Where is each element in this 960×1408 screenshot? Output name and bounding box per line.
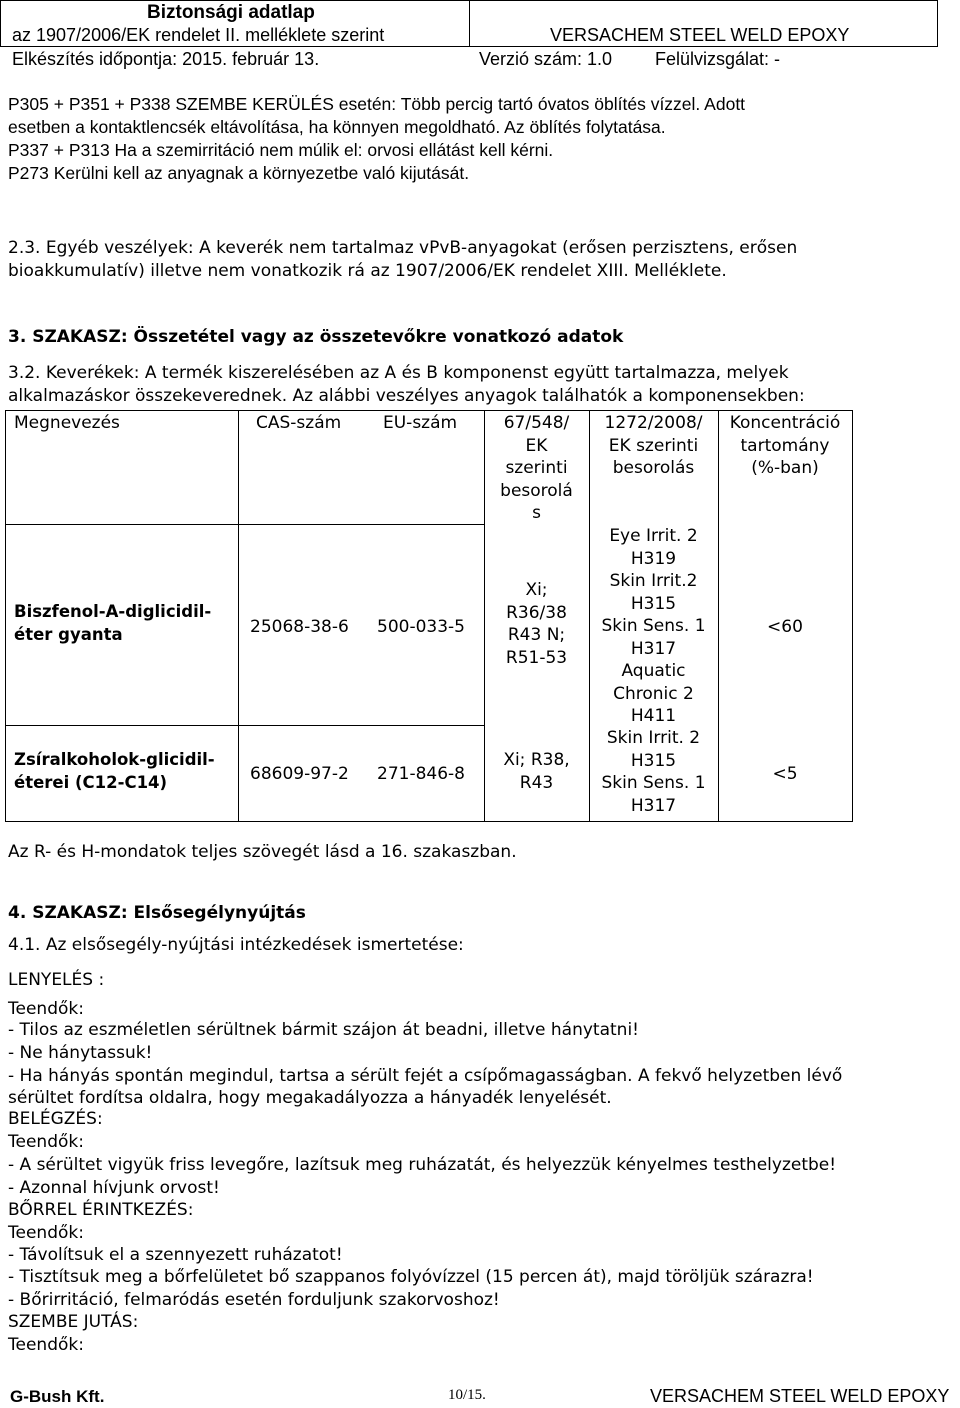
table-row-name (14, 749, 215, 794)
row-dsd-line: R36/38 (506, 602, 567, 623)
header-clp-line: 1272/2008/ (604, 413, 703, 433)
header-clp-line: EK szerinti (608, 435, 699, 456)
row-dsd-line: R43 (519, 772, 554, 793)
section-4-line: SZEMBE JUTÁS: (8, 1312, 139, 1332)
section-4-subtitle: 4.1. Az elsősegély-nyújtási intézkedések ismertetése: (8, 935, 464, 955)
table-row-clp (589, 727, 718, 817)
table-row-cas: 68609-97-2 (250, 764, 349, 784)
section-4-line: BELÉGZÉS: (8, 1109, 103, 1129)
row-dsd-line: Xi; (525, 580, 548, 600)
composition-table (5, 410, 853, 822)
section-4-line: BŐRREL ÉRINTKEZÉS: (8, 1200, 194, 1220)
table-column-divider (238, 411, 239, 821)
header-eu: EU-szám (383, 413, 458, 433)
header-revision: Felülvizsgálat: - (655, 49, 781, 69)
header-dsd-line: s (532, 503, 541, 523)
row-clp-line: Skin Sens. 1 (601, 773, 706, 793)
table-row-eu: 271-846-8 (377, 764, 465, 784)
row-clp-line: Skin Irrit. 2 (606, 728, 701, 748)
other-hazards-line: bioakkumulatív) illetve nem vonatkozik rá az 1907/2006/EK rendelet XIII. Melléklete. (8, 261, 727, 281)
table-row-name (14, 601, 211, 646)
table-row-divider (6, 725, 484, 726)
precaution-line: P273 Kerülni kell az anyagnak a környezetbe való kijutását. (8, 163, 470, 183)
row-dsd-line: Xi; R38, (503, 750, 570, 770)
table-row-cas: 25068-38-6 (250, 617, 349, 637)
row-clp-line: Chronic 2 (613, 683, 694, 704)
row-clp-line: Eye Irrit. 2 (609, 526, 698, 546)
header-cas: CAS-szám (256, 413, 342, 433)
row-clp-line: H319 (630, 548, 677, 569)
row-clp-line: H317 (630, 638, 677, 659)
header-clp (589, 412, 718, 480)
row-clp-line: H317 (630, 795, 677, 816)
section-4-line: Teendők: (8, 1335, 84, 1355)
section-4-line: - Azonnal hívjunk orvost! (8, 1178, 220, 1198)
row-clp-line: H315 (630, 750, 677, 771)
header-regulation: az 1907/2006/EK rendelet II. melléklete szerint (12, 25, 385, 45)
section-4-line: LENYELÉS : (8, 970, 105, 990)
section-3-intro: 3.2. Keverékek: A termék kiszerelésében az A és B komponenst együtt tartalmazza, melyek (8, 363, 789, 383)
header-title: Biztonsági adatlap (147, 2, 315, 23)
footer-page-number: 10/15. (448, 1387, 486, 1403)
footer-product: VERSACHEM STEEL WELD EPOXY (650, 1386, 950, 1406)
section-4-line: Teendők: (8, 1132, 84, 1152)
precaution-line: P305 + P351 + P338 SZEMBE KERÜLÉS esetén: Több percig tartó óvatos öblítés vízzel. Adott (8, 94, 746, 114)
row-clp-line: Aquatic (621, 661, 686, 681)
row-clp-line: H315 (630, 593, 677, 614)
row-name-line: éter gyanta (14, 624, 123, 644)
header-conc-line: Koncentráció (729, 413, 841, 433)
header-dsd-line: besorolá (500, 480, 573, 501)
section-4-line: - Tisztítsuk meg a bőrfelületet bő szappanos folyóvízzel (15 percen át), majd töröljük szárazra! (8, 1267, 814, 1287)
section-4-line: - A sérültet vigyük friss levegőre, lazítsuk meg ruházatát, és helyezzük kényelmes testhelyzetbe! (8, 1155, 837, 1175)
precaution-line: P337 + P313 Ha a szemirritáció nem múlik el: orvosi ellátást kell kérni. (8, 140, 554, 160)
header-conc-line: tartomány (740, 435, 830, 456)
table-row-dsd (484, 749, 589, 794)
table-row-clp (589, 525, 718, 728)
table-row-eu: 500-033-5 (377, 617, 465, 637)
header-product: VERSACHEM STEEL WELD EPOXY (550, 25, 850, 45)
section-3-note: Az R- és H-mondatok teljes szövegét lásd a 16. szakaszban. (8, 842, 517, 862)
row-name-line: éterei (C12-C14) (14, 772, 168, 792)
header-dsd-line: EK (525, 435, 548, 456)
section-3-title: 3. SZAKASZ: Összetétel vagy az összetevőkre vonatkozó adatok (8, 327, 624, 347)
table-row-dsd (484, 579, 589, 669)
section-4-line: Teendők: (8, 1223, 84, 1243)
section-4-title: 4. SZAKASZ: Elsősegélynyújtás (8, 903, 306, 923)
header-clp-line: besorolás (612, 458, 695, 478)
table-row-concentration: <5 (772, 764, 798, 784)
section-4-line: - Ha hányás spontán megindul, tartsa a sérült fejét a csípőmagasságban. A fekvő helyzetben lévő (8, 1066, 843, 1086)
section-4-line: - Tilos az eszméletlen sérültnek bármit szájon át beadni, illetve hánytatni! (8, 1020, 639, 1040)
section-4-line: Teendők: (8, 999, 84, 1019)
row-clp-line: Skin Irrit.2 (609, 571, 698, 591)
row-clp-line: Skin Sens. 1 (601, 616, 706, 636)
header-prepared-date: Elkészítés időpontja: 2015. február 13. (12, 49, 320, 69)
header-conc-line: (%-ban) (751, 458, 819, 478)
section-4-line: sérültet fordítsa oldalra, hogy megakadályozza a hányadék lenyelését. (8, 1088, 612, 1108)
section-4-line: - Bőrirritáció, felmaródás esetén forduljunk szakorvoshoz! (8, 1290, 500, 1310)
header-dsd (484, 412, 589, 525)
table-row-divider (6, 524, 484, 525)
header-concentration (718, 412, 852, 480)
row-name-line: Biszfenol-A-diglicidil- (14, 602, 212, 621)
section-3-intro: alkalmazáskor összekeverednek. Az alábbi veszélyes anyagok találhatók a komponensekben: (8, 386, 805, 406)
header-divider (469, 1, 470, 47)
row-dsd-line: R43 N; (507, 625, 566, 645)
other-hazards-line: 2.3. Egyéb veszélyek: A keverék nem tartalmaz vPvB-anyagokat (erősen perzisztens, erősen (8, 238, 798, 258)
precaution-line: esetben a kontaktlencsék eltávolítása, ha könnyen megoldható. Az öblítés folytatása. (8, 117, 666, 137)
section-4-line: - Távolítsuk el a szennyezett ruházatot! (8, 1245, 343, 1265)
header-dsd-line: 67/548/ (503, 413, 570, 433)
header-dsd-line: szerinti (505, 458, 568, 478)
header-version: Verzió szám: 1.0 (479, 49, 613, 69)
footer-company: G-Bush Kft. (10, 1387, 105, 1406)
table-row-concentration: <60 (767, 617, 803, 637)
row-name-line: Zsíralkoholok-glicidil- (14, 750, 215, 769)
section-4-line: - Ne hánytassuk! (8, 1043, 153, 1063)
row-dsd-line: R51-53 (505, 647, 568, 668)
header-name: Megnevezés (14, 413, 120, 433)
row-clp-line: H411 (630, 706, 677, 726)
